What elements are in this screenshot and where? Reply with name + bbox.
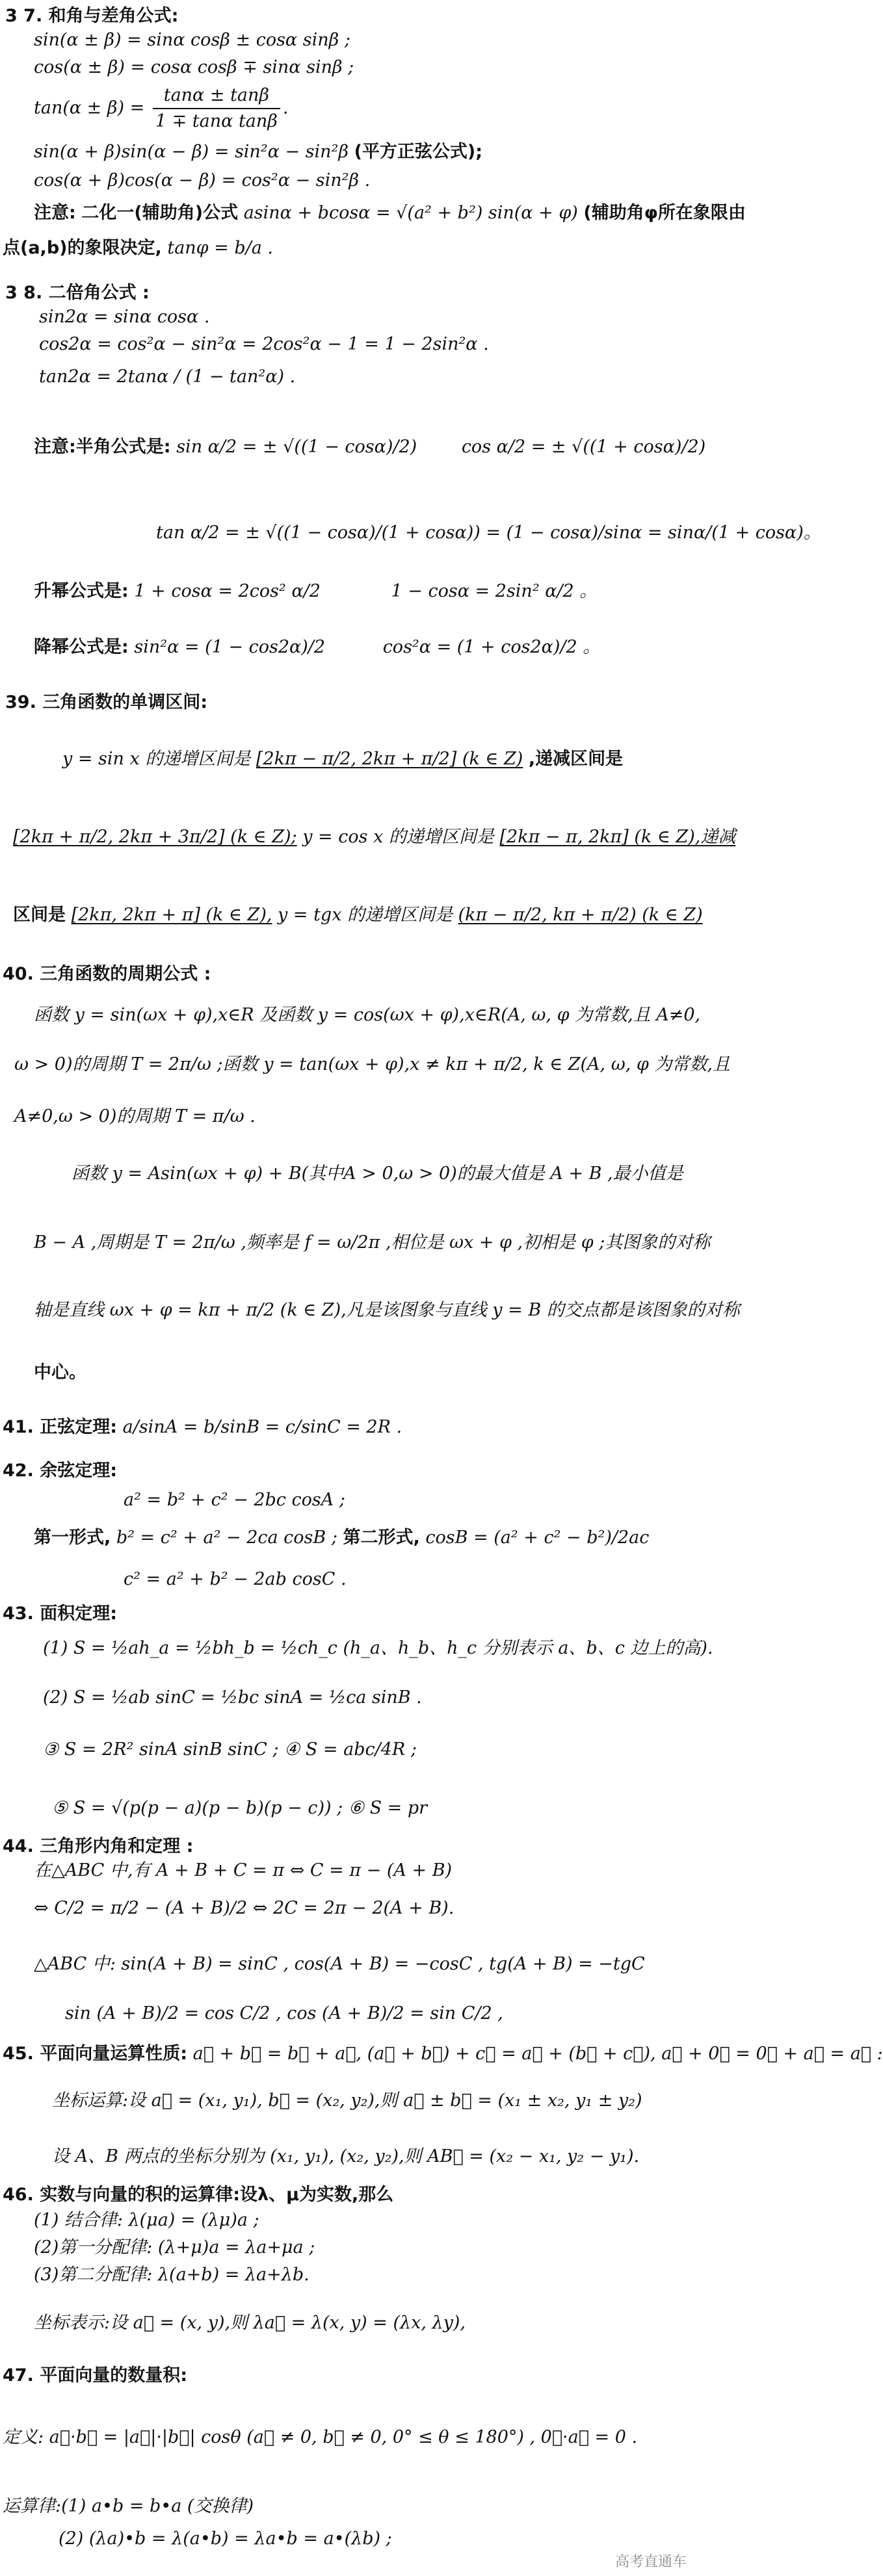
footer-watermark: 高考直通车	[614, 2554, 687, 2570]
section-44-heading: 44. 三角形内角和定理 :	[3, 1836, 194, 1856]
s38-line-2: cos2α = cos²α − sin²α = 2cos²α − 1 = 1 − 2sin²α .	[39, 334, 489, 354]
s37-note	[34, 200, 746, 226]
s37-line-4	[34, 139, 482, 165]
s44-line-4: sin (A + B)/2 = cos C/2 , cos (A + B)/2 = sin C/2 ,	[65, 2003, 503, 2023]
s43-line-4: ⑤ S = √(p(p − a)(p − b)(p − c)) ; ⑥ S = pr	[52, 1798, 428, 1818]
s37-line-3: tan(α ± β) = $\frac{\tan\alpha \pm \tan\beta}{\text{1 ∓ tanα tanβ}}$ .	[34, 83, 289, 134]
s40-line-3: A≠0,ω > 0)的周期 T = π/ω .	[14, 1106, 256, 1126]
s37-line-1: sin(α ± β) = sinα cosβ ± cosα sinβ ;	[34, 30, 350, 50]
s42-line-1: a² = b² + c² − 2bc cosA ;	[124, 1490, 345, 1510]
s37-note-cont	[3, 235, 273, 261]
s38-line-1: sin2α = sinα cosα .	[39, 307, 210, 327]
section-42-heading: 42. 余弦定理:	[3, 1461, 118, 1481]
s41-formula: a/sinA = b/sinB = c/sinC = 2R .	[122, 1417, 402, 1437]
s38-raise-label: 升幂公式是:	[34, 581, 129, 601]
s38-raise	[34, 579, 597, 605]
s38-line-3: tan2α = 2tanα / (1 − tan²α) .	[39, 367, 296, 387]
s39-tg-increase: (kπ − π/2, kπ + π/2) (k ∈ Z)	[458, 905, 703, 925]
s42-form1-label: 第一形式,	[34, 1528, 111, 1548]
s46-line-1: (1) 结合律: λ(μa) = (λμ)a ;	[34, 2210, 259, 2230]
section-41-heading: 41. 正弦定理:	[3, 1417, 118, 1437]
section-37-heading: 3 7. 和角与差角公式:	[5, 6, 179, 26]
section-47-heading: 47. 平面向量的数量积:	[3, 2365, 188, 2386]
s39-cos-decrease: [2kπ, 2kπ + π] (k ∈ Z),	[71, 905, 272, 925]
s47-line-3: (2) (λa)•b = λ(a•b) = λa•b = a•(λb) ;	[59, 2529, 392, 2549]
s38-half-cos: cos α/2 = ± √((1 + cosα)/2)	[461, 437, 706, 457]
s39-decrease-label: ,递减区间是	[528, 749, 624, 769]
s42-form1: b² = c² + a² − 2ca cosB ;	[116, 1528, 337, 1548]
s44-line-3: △ABC 中: sin(A + B) = sinC , cos(A + B) = −cosC , tg(A + B) = −tgC	[34, 1954, 645, 1974]
s39-line-1	[62, 746, 623, 772]
s40-line-5: B − A ,周期是 T = 2π/ω ,频率是 f = ω/2π ,相位是 ωx + φ ,初相是 φ ;其图象的对称	[34, 1232, 711, 1253]
s46-line-3: (3)第二分配律: λ(a+b) = λa+λb.	[34, 2265, 310, 2285]
s37-note-formula: asinα + bcosα = √(a² + b²) sin(α + φ)	[243, 203, 578, 223]
s37-note-b: (辅助角φ所在象限由	[583, 203, 746, 223]
s37-line-2: cos(α ± β) = cosα cosβ ∓ sinα sinβ ;	[34, 57, 354, 77]
s42-line-3: c² = a² + b² − 2ab cosC .	[124, 1569, 347, 1589]
s37-tan-den: 1 ∓ tanα tanβ	[155, 111, 278, 131]
s37-note-c: 点(a,b)的象限决定,	[3, 238, 162, 258]
s39-tg-label: y = tgx 的递增区间是	[278, 905, 453, 925]
s42-form2-label: 第二形式,	[343, 1528, 420, 1548]
section-39-heading: 39. 三角函数的单调区间:	[5, 692, 208, 712]
s45-line-3: 设 A、B 两点的坐标分别为 (x₁, y₁), (x₂, y₂),则 AB⃗ = (x₂ − x₁, y₂ − y₁).	[52, 2146, 640, 2166]
s37-sin-square: sin(α + β)sin(α − β) = sin²α − sin²β	[34, 142, 349, 162]
s39-cos-label: y = cos x 的递增区间是	[302, 827, 494, 847]
s46-line-2: (2)第一分配律: (λ+μ)a = λa+μa ;	[34, 2237, 315, 2257]
s37-sin-square-note: (平方正弦公式);	[354, 142, 483, 162]
s37-note-d: tanφ = b/a .	[167, 238, 274, 258]
s38-half-tan: tan α/2 = ± √((1 − cosα)/(1 + cosα)) = (1 − cosα)/sinα = sinα/(1 + cosα)。	[156, 523, 821, 543]
s38-half-sin: sin α/2 = ± √((1 − cosα)/2)	[176, 437, 417, 457]
s38-lower	[34, 634, 600, 660]
s39-sin-increase: [2kπ − π/2, 2kπ + π/2] (k ∈ Z)	[256, 749, 523, 769]
s38-lower-1: sin²α = (1 − cos2α)/2	[134, 637, 326, 657]
s38-half-angle	[34, 434, 705, 460]
s44-line-1: 在△ABC 中,有 A + B + C = π ⇔ C = π − (A + B)	[34, 1860, 453, 1880]
s43-line-3: ③ S = 2R² sinA sinB sinC ; ④ S = abc/4R ;	[43, 1739, 417, 1760]
s39-sin-decrease: [2kπ + π/2, 2kπ + 3π/2] (k ∈ Z);	[13, 827, 297, 847]
section-46-heading: 46. 实数与向量的积的运算律:设λ、μ为实数,那么	[3, 2185, 394, 2205]
s37-line-5: cos(α + β)cos(α − β) = cos²α − sin²β .	[34, 170, 371, 190]
s40-line-6: 轴是直线 ωx + φ = kπ + π/2 (k ∈ Z),凡是该图象与直线 y = B 的交点都是该图象的对称	[34, 1300, 740, 1320]
s38-raise-2: 1 − cosα = 2sin² α/2 。	[391, 581, 598, 601]
s39-sin-label: y = sin x 的递增区间是	[62, 749, 251, 769]
s41	[3, 1414, 402, 1440]
s38-raise-1: 1 + cosα = 2cos² α/2	[134, 581, 321, 601]
s39-line-3	[13, 902, 703, 928]
s37-tan-left: tan(α ± β) =	[34, 98, 145, 118]
s39-line-2	[13, 824, 735, 850]
s38-lower-2: cos²α = (1 + cos2α)/2 。	[382, 637, 601, 657]
s45-props: a⃗ + b⃗ = b⃗ + a⃗, (a⃗ + b⃗) + c⃗ = a⃗ + (b⃗ + c⃗), a⃗ + 0⃗ = 0⃗ + a⃗ = a⃗ :	[192, 2044, 883, 2064]
section-40-heading: 40. 三角函数的周期公式 :	[3, 964, 211, 984]
s38-half-label: 注意:半角公式是:	[34, 437, 171, 457]
s43-line-2: (2) S = ½ab sinC = ½bc sinA = ½ca sinB .	[43, 1687, 422, 1708]
s47-line-1: 定义: a⃗·b⃗ = |a⃗|·|b⃗| cosθ (a⃗ ≠ 0, b⃗ ≠ 0, 0° ≤ θ ≤ 180°) , 0⃗·a⃗ = 0 .	[3, 2427, 638, 2447]
s37-note-a: 二化一(辅助角)公式	[81, 203, 239, 223]
s42-line-2	[34, 1525, 649, 1551]
s47-line-2: 运算律:(1) a•b = b•a (交换律)	[3, 2496, 254, 2516]
s43-line-1: (1) S = ½ah_a = ½bh_b = ½ch_c (h_a、h_b、h_c 分别表示 a、b、c 边上的高).	[43, 1638, 713, 1658]
s38-lower-label: 降幂公式是:	[34, 637, 129, 657]
s45-line-2: 坐标运算:设 a⃗ = (x₁, y₁), b⃗ = (x₂, y₂),则 a⃗ ± b⃗ = (x₁ ± x₂, y₁ ± y₂)	[52, 2090, 642, 2111]
s40-line-7: 中心。	[34, 1362, 86, 1383]
s39-interval-label: 区间是	[13, 905, 66, 925]
s40-line-2: ω > 0)的周期 T = 2π/ω ;函数 y = tan(ωx + φ),x ≠ kπ + π/2, k ∈ Z(A, ω, φ 为常数,且	[14, 1054, 730, 1074]
s40-line-4: 函数 y = Asin(ωx + φ) + B(其中A > 0,ω > 0)的最大值是 A + B ,最小值是	[72, 1164, 683, 1184]
s39-cos-increase: [2kπ − π, 2kπ] (k ∈ Z),递减	[499, 827, 736, 847]
section-43-heading: 43. 面积定理:	[3, 1604, 118, 1624]
section-45-heading: 45. 平面向量运算性质:	[3, 2044, 188, 2064]
s46-line-4: 坐标表示:设 a⃗ = (x, y),则 λa⃗ = λ(x, y) = (λx, λy),	[34, 2313, 466, 2333]
s42-form2: cosB = (a² + c² − b²)/2ac	[425, 1528, 650, 1548]
section-38-heading: 3 8. 二倍角公式 :	[5, 283, 150, 303]
s37-note-label: 注意:	[34, 203, 76, 223]
s40-line-1: 函数 y = sin(ωx + φ),x∈R 及函数 y = cos(ωx + φ),x∈R(A, ω, φ 为常数,且 A≠0,	[34, 1005, 701, 1025]
s44-line-2: ⇔ C/2 = π/2 − (A + B)/2 ⇔ 2C = 2π − 2(A + B).	[34, 1898, 455, 1918]
s37-tan-fraction	[153, 83, 280, 134]
s45-line-1	[3, 2041, 883, 2067]
s37-tan-num: tanα ± tanβ	[153, 83, 280, 109]
